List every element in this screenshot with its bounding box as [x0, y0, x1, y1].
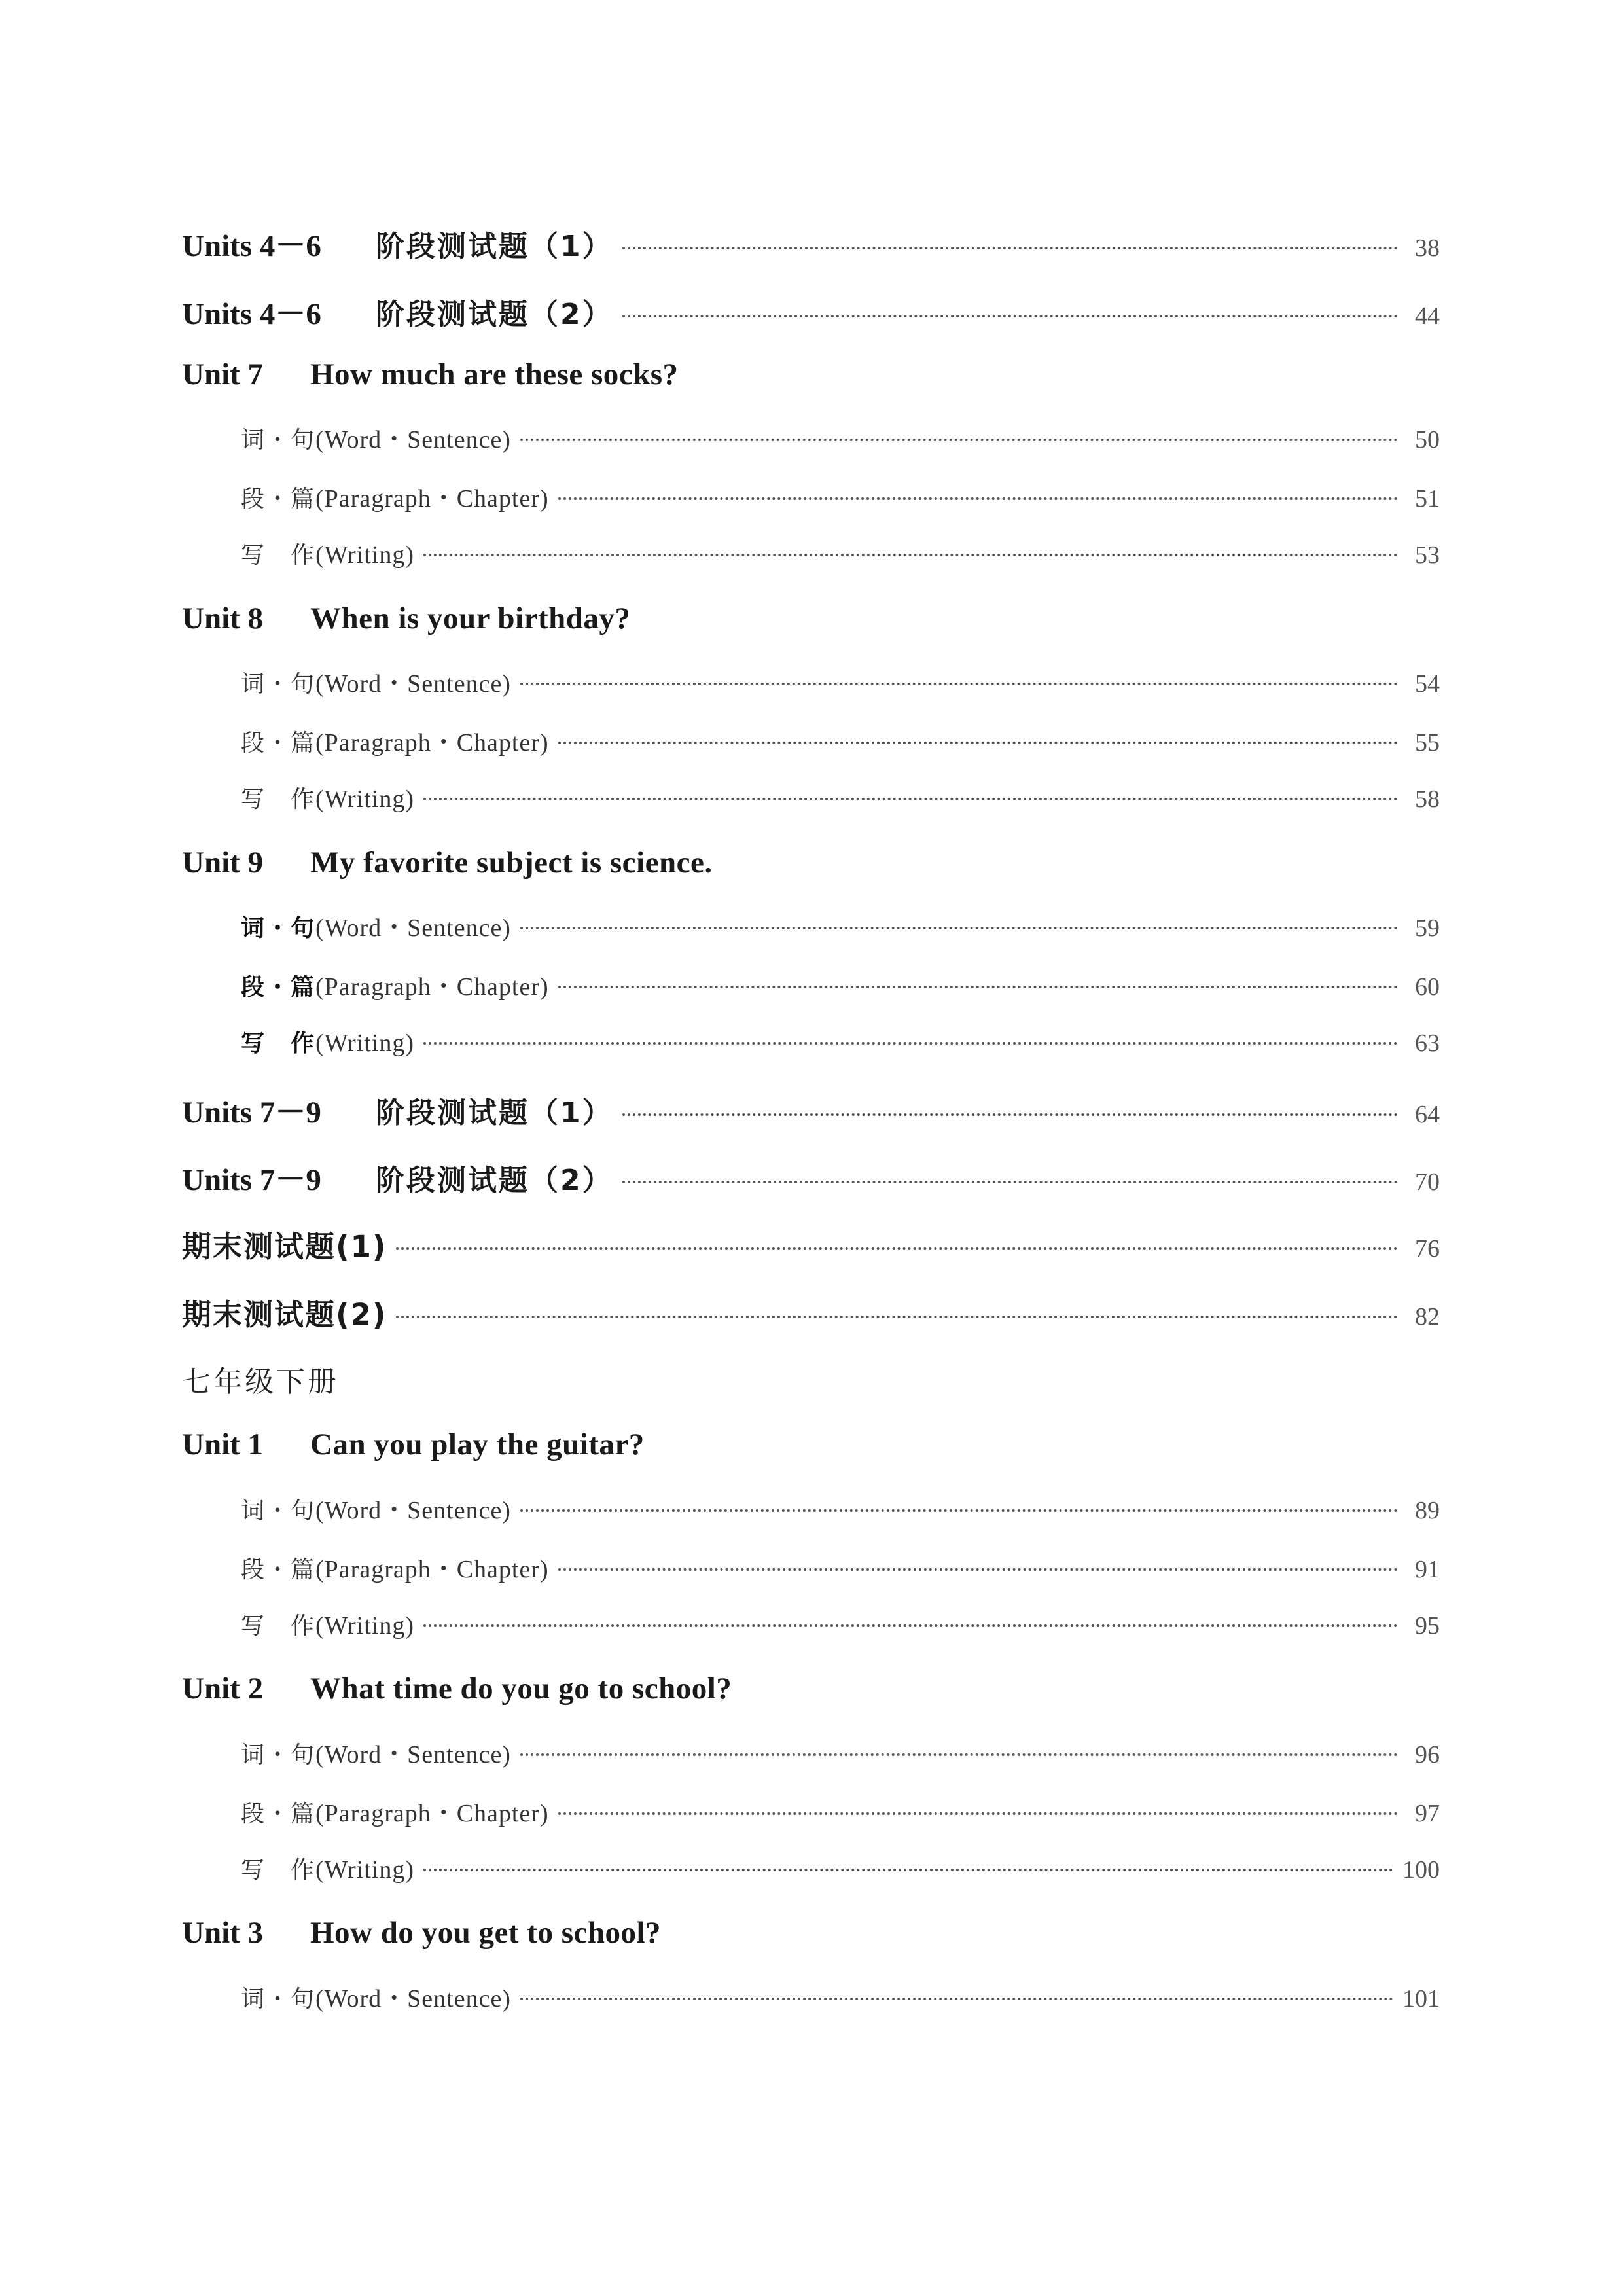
dot-leader [558, 742, 1398, 744]
dot-leader [520, 1753, 1398, 1756]
page-number: 51 [1415, 485, 1440, 512]
unit-title: How do you get to school? [310, 1916, 662, 1950]
page-number: 96 [1415, 1741, 1440, 1768]
subentry-label: 写 作(Writing) [241, 785, 414, 813]
unit-title: How much are these socks? [310, 357, 679, 391]
unit-code: Unit 3 [182, 1916, 264, 1950]
entry-title: 阶段测试题（2） [376, 298, 613, 331]
page-number: 60 [1415, 973, 1440, 1001]
page-number: 101 [1402, 1985, 1440, 2013]
toc-subentry-writing[interactable] [241, 1025, 1440, 1058]
toc-subentry-writing[interactable] [241, 1607, 1440, 1641]
toc-subentry-word-sentence[interactable] [241, 1734, 1440, 1770]
grade-heading [182, 1358, 1440, 1400]
toc-subentry-word-sentence[interactable] [241, 1490, 1440, 1526]
dot-leader [423, 1624, 1398, 1627]
subentry-label: 写 作(Writing) [241, 541, 414, 569]
unit-title: Can you play the guitar? [310, 1427, 645, 1462]
toc-entry-units-4-6-test-1[interactable] [182, 221, 1440, 265]
unit-code: Unit 1 [182, 1427, 264, 1462]
toc-subentry-word-sentence[interactable] [241, 907, 1440, 943]
subentry-label: 词・句(Word・Sentence) [241, 426, 511, 454]
dot-leader [558, 1812, 1398, 1815]
unit-heading-2 [182, 1671, 1440, 1706]
dot-leader [520, 439, 1398, 441]
entry-title: 期末测试题(2) [182, 1297, 387, 1332]
subentry-label: 段・篇(Paragraph・Chapter) [241, 729, 549, 757]
dot-leader [520, 1509, 1398, 1512]
dot-leader [622, 1113, 1398, 1116]
subentry-label: 写 作(Writing) [241, 1856, 414, 1884]
toc-subentry-paragraph-chapter[interactable] [241, 1549, 1440, 1585]
subentry-label: 词・句(Word・Sentence) [241, 670, 511, 698]
page-number: 82 [1415, 1303, 1440, 1331]
unit-heading-3 [182, 1915, 1440, 1950]
unit-heading-1 [182, 1427, 1440, 1462]
dot-leader [558, 497, 1398, 500]
dot-leader [622, 1181, 1398, 1183]
unit-code: Units 4－6 [182, 297, 321, 331]
subentry-label: 词・句(Word・Sentence) [241, 1985, 511, 2013]
page-number: 64 [1415, 1101, 1440, 1128]
page-number: 58 [1415, 785, 1440, 813]
page-number: 89 [1415, 1497, 1440, 1524]
toc-entry-final-test-2[interactable] [182, 1291, 1440, 1333]
unit-code: Unit 7 [182, 357, 264, 391]
dot-leader [423, 1869, 1393, 1871]
toc-subentry-paragraph-chapter[interactable] [241, 966, 1440, 1002]
toc-subentry-paragraph-chapter[interactable] [241, 722, 1440, 758]
toc-subentry-word-sentence[interactable] [241, 1978, 1440, 2014]
page-number: 44 [1415, 302, 1440, 330]
toc-subentry-paragraph-chapter[interactable] [241, 478, 1440, 514]
page-number: 70 [1415, 1168, 1440, 1196]
dot-leader [622, 315, 1398, 317]
dot-leader [396, 1247, 1398, 1250]
dot-leader [622, 247, 1398, 249]
unit-title: What time do you go to school? [310, 1672, 732, 1706]
entry-title: 期末测试题(1) [182, 1229, 387, 1264]
toc-entry-units-4-6-test-2[interactable] [182, 289, 1440, 333]
page-number: 100 [1402, 1856, 1440, 1884]
unit-code: Units 7－9 [182, 1163, 321, 1197]
dot-leader [520, 683, 1398, 685]
toc-entry-units-7-9-test-2[interactable] [182, 1155, 1440, 1199]
unit-title: My favorite subject is science. [310, 846, 713, 880]
subentry-label: 段・篇(Paragraph・Chapter) [241, 1800, 549, 1827]
entry-title: 阶段测试题（2） [376, 1164, 613, 1197]
subentry-label: 词・句(Word・Sentence) [241, 1741, 511, 1768]
dot-leader [558, 1568, 1398, 1571]
toc-subentry-writing[interactable] [241, 537, 1440, 570]
dot-leader [396, 1316, 1398, 1318]
dot-leader [423, 798, 1398, 800]
subentry-label: 段・篇(Paragraph・Chapter) [241, 485, 549, 512]
page-number: 59 [1415, 914, 1440, 942]
page-number: 53 [1415, 541, 1440, 569]
page-number: 95 [1415, 1612, 1440, 1640]
toc-subentry-word-sentence[interactable] [241, 663, 1440, 699]
toc-subentry-writing[interactable] [241, 781, 1440, 814]
unit-code: Unit 9 [182, 846, 264, 880]
page-number: 91 [1415, 1556, 1440, 1583]
dot-leader [423, 1042, 1398, 1045]
dot-leader [423, 554, 1398, 556]
toc-subentry-word-sentence[interactable] [241, 419, 1440, 455]
unit-code: Units 4－6 [182, 229, 321, 263]
unit-code: Unit 8 [182, 601, 264, 636]
subentry-label: 词・句(Word・Sentence) [241, 1497, 511, 1524]
page-number: 50 [1415, 426, 1440, 454]
entry-title: 阶段测试题（1） [376, 230, 613, 263]
unit-heading-8 [182, 601, 1440, 636]
toc-entry-final-test-1[interactable] [182, 1223, 1440, 1265]
page-number: 63 [1415, 1030, 1440, 1057]
subentry-label: 段・篇(Paragraph・Chapter) [241, 973, 549, 1001]
dot-leader [558, 986, 1398, 988]
toc-entry-units-7-9-test-1[interactable] [182, 1088, 1440, 1132]
entry-title: 阶段测试题（1） [376, 1096, 613, 1130]
page-number: 76 [1415, 1235, 1440, 1263]
grade-title: 七年级下册 [182, 1365, 339, 1399]
subentry-label: 词・句(Word・Sentence) [241, 914, 511, 942]
page-number: 54 [1415, 670, 1440, 698]
page-number: 55 [1415, 729, 1440, 757]
dot-leader [520, 1998, 1393, 2000]
toc-subentry-paragraph-chapter[interactable] [241, 1793, 1440, 1829]
page-number: 38 [1415, 234, 1440, 262]
unit-code: Units 7－9 [182, 1096, 321, 1130]
dot-leader [520, 927, 1398, 929]
unit-code: Unit 2 [182, 1672, 264, 1706]
toc-subentry-writing[interactable] [241, 1852, 1440, 1885]
subentry-label: 写 作(Writing) [241, 1612, 414, 1640]
page-number: 97 [1415, 1800, 1440, 1827]
subentry-label: 段・篇(Paragraph・Chapter) [241, 1556, 549, 1583]
unit-heading-7 [182, 357, 1440, 392]
unit-heading-9 [182, 845, 1440, 880]
unit-title: When is your birthday? [310, 601, 631, 636]
subentry-label: 写 作(Writing) [241, 1030, 414, 1057]
